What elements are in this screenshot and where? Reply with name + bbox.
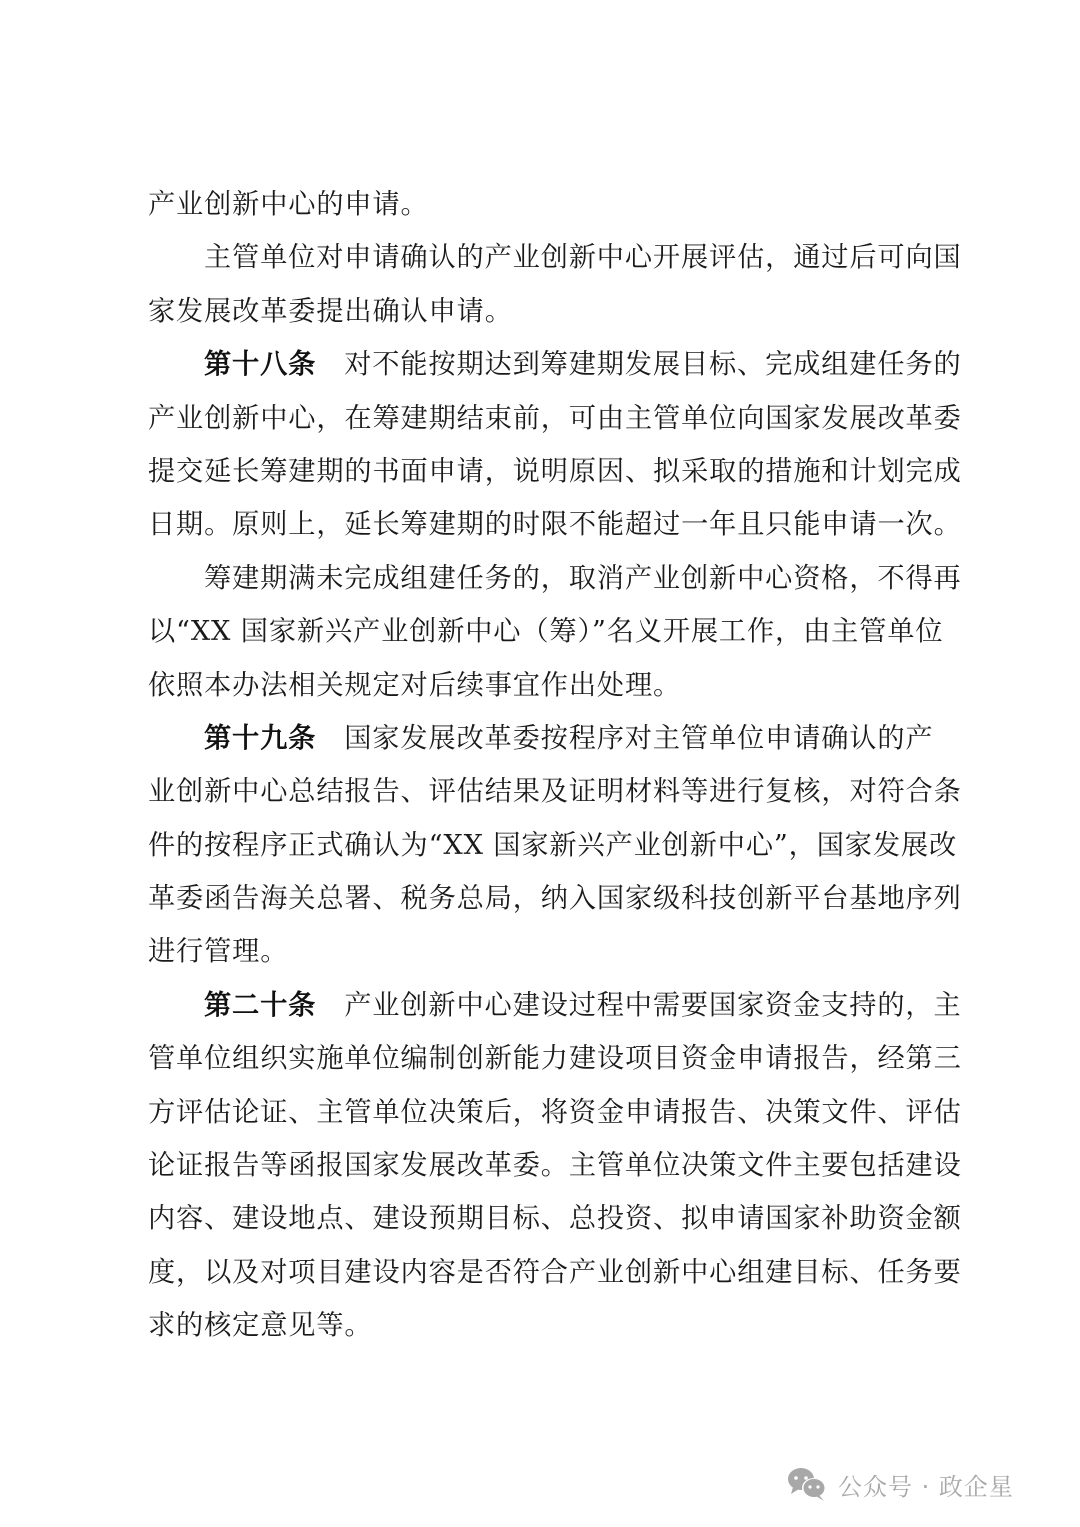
line-text: 筹建期满未完成组建任务的，取消产业创新中心资格，不得再 bbox=[204, 562, 962, 594]
text-line bbox=[148, 290, 934, 343]
line-text: 对不能按期达到筹建期发展目标、完成组建任务的 bbox=[344, 349, 962, 381]
line-text: 方评估论证、主管单位决策后，将资金申请报告、决策文件、评估 bbox=[148, 1096, 962, 1128]
document-page bbox=[148, 183, 962, 1358]
text-line bbox=[148, 503, 962, 556]
text-line bbox=[148, 610, 944, 663]
text-line bbox=[148, 1304, 934, 1357]
article-19-heading-line bbox=[148, 717, 934, 770]
text-line bbox=[148, 397, 962, 450]
line-text: 求的核定意见等。 bbox=[148, 1310, 373, 1342]
line-text: 业创新中心总结报告、评估结果及证明材料等进行复核，对符合条 bbox=[148, 776, 962, 808]
text-line bbox=[148, 824, 957, 877]
text-line bbox=[148, 1037, 962, 1090]
line-text: 管单位组织实施单位编制创新能力建设项目资金申请报告，经第三 bbox=[148, 1043, 962, 1075]
watermark-label: 公众号 · 政企星 bbox=[838, 1472, 1014, 1501]
paragraph-line bbox=[148, 236, 962, 289]
line-text: 产业创新中心的申请。 bbox=[148, 189, 429, 220]
text-line bbox=[148, 1251, 962, 1304]
text-line bbox=[148, 183, 934, 236]
text-line bbox=[148, 450, 962, 503]
line-text: 件的按程序正式确认为“XX 国家新兴产业创新中心”，国家发展改 bbox=[148, 829, 957, 861]
line-text: 论证报告等函报国家发展改革委。主管单位决策文件主要包括建设 bbox=[148, 1150, 962, 1182]
line-text: 依照本办法相关规定对后续事宜作出处理。 bbox=[148, 669, 682, 701]
text-line bbox=[148, 1144, 962, 1197]
text-line bbox=[148, 1091, 962, 1144]
line-text: 家发展改革委提出确认申请。 bbox=[148, 295, 513, 327]
text-line bbox=[148, 877, 962, 930]
line-text: 日期。原则上，延长筹建期的时限不能超过一年且只能申请一次。 bbox=[148, 509, 962, 541]
wechat-icon bbox=[786, 1466, 828, 1502]
article-20-heading-line bbox=[148, 984, 962, 1037]
line-text: 产业创新中心，在筹建期结束前，可由主管单位向国家发展改革委 bbox=[148, 402, 962, 434]
text-line bbox=[148, 930, 934, 983]
line-text: 进行管理。 bbox=[148, 936, 289, 968]
article-number: 第十八条 bbox=[204, 349, 317, 381]
line-text: 革委函告海关总署、税务总局，纳入国家级科技创新平台基地序列 bbox=[148, 883, 962, 915]
wechat-watermark bbox=[786, 1466, 1014, 1502]
article-number: 第二十条 bbox=[204, 989, 317, 1021]
article-number: 第十九条 bbox=[204, 722, 317, 754]
line-text: 度，以及对项目建设内容是否符合产业创新中心组建目标、任务要 bbox=[148, 1256, 962, 1288]
line-text: 内容、建设地点、建设预期目标、总投资、拟申请国家补助资金额 bbox=[148, 1203, 962, 1235]
line-text: 产业创新中心建设过程中需要国家资金支持的，主 bbox=[344, 989, 962, 1021]
line-text: 主管单位对申请确认的产业创新中心开展评估，通过后可向国 bbox=[204, 242, 962, 274]
line-text: 以“XX 国家新兴产业创新中心（筹）”名义开展工作，由主管单位 bbox=[148, 616, 944, 648]
line-text: 提交延长筹建期的书面申请，说明原因、拟采取的措施和计划完成 bbox=[148, 455, 962, 487]
paragraph-line bbox=[148, 557, 962, 610]
text-line bbox=[148, 1197, 962, 1250]
text-line bbox=[148, 770, 962, 823]
line-text: 国家发展改革委按程序对主管单位申请确认的产 bbox=[344, 722, 934, 754]
article-18-heading-line bbox=[148, 343, 962, 396]
text-line bbox=[148, 664, 934, 717]
